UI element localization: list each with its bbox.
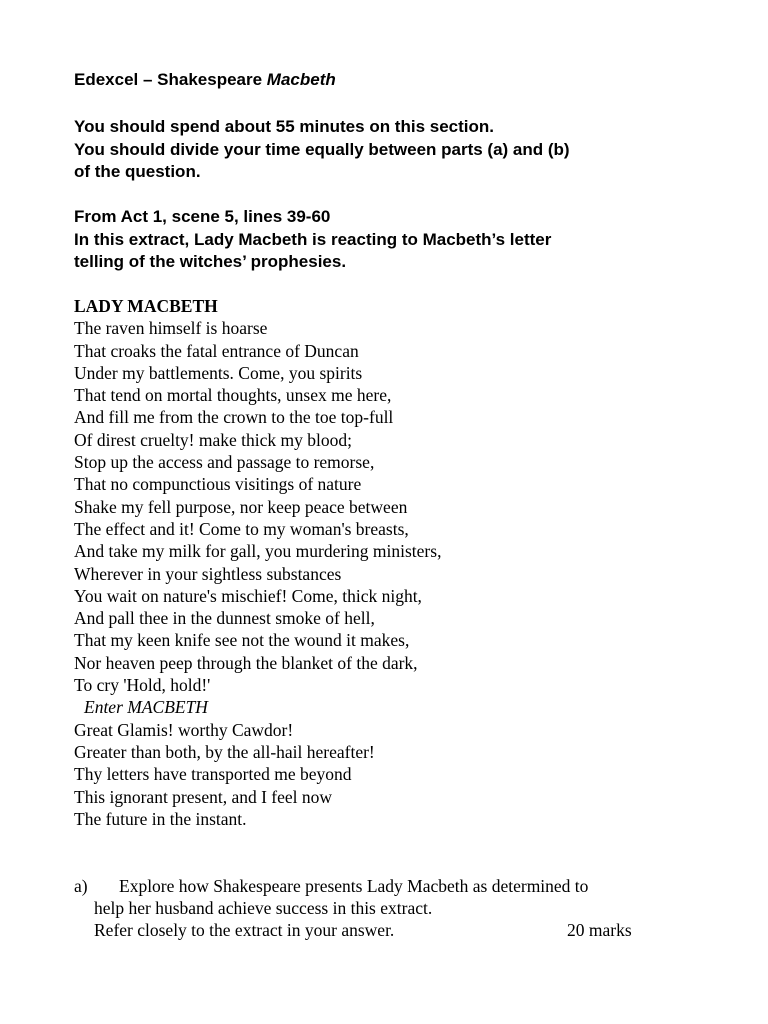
verse-line: Thy letters have transported me beyond — [74, 764, 352, 785]
verse-line: The raven himself is hoarse — [74, 318, 268, 339]
question-text-line: Refer closely to the extract in your answer. — [94, 920, 395, 940]
speaker-name: LADY MACBETH — [74, 296, 218, 316]
extract-context-line: In this extract, Lady Macbeth is reacting to Macbeth’s letter — [74, 229, 552, 249]
instruction-line: You should spend about 55 minutes on this section. — [74, 117, 494, 136]
stage-direction: Enter MACBETH — [84, 697, 208, 718]
verse-line: Wherever in your sightless substances — [74, 563, 342, 584]
verse-line: Great Glamis! worthy Cawdor! — [74, 719, 294, 740]
verse-line: That my keen knife see not the wound it makes, — [74, 630, 410, 651]
verse-line: And pall thee in the dunnest smoke of hell, — [74, 608, 375, 629]
verse-line: The effect and it! Come to my woman's breasts, — [74, 518, 409, 539]
verse-line: That tend on mortal thoughts, unsex me here, — [74, 385, 392, 406]
document-title — [74, 69, 714, 92]
verse-line: Under my battlements. Come, you spirits — [74, 362, 363, 383]
instruction-line: You should divide your time equally between parts (a) and (b) — [74, 139, 570, 159]
instructions — [74, 116, 714, 184]
verse-line: This ignorant present, and I feel now — [74, 786, 333, 807]
question-label: a) — [74, 876, 88, 896]
question-text-line: help her husband achieve success in this extract. — [94, 898, 433, 918]
verse-line: You wait on nature's mischief! Come, thick night, — [74, 585, 422, 606]
instruction-line: of the question. — [74, 162, 201, 181]
extract-info — [74, 206, 714, 274]
title-prefix: Edexcel – Shakespeare — [74, 70, 267, 89]
verse-line: To cry 'Hold, hold!' — [74, 675, 211, 696]
verse-line: And take my milk for gall, you murdering ministers, — [74, 541, 442, 562]
verse-line: Of direst cruelty! make thick my blood; — [74, 429, 352, 450]
play-title: Macbeth — [266, 70, 336, 89]
verse-line: Greater than both, by the all-hail hereafter! — [74, 741, 375, 762]
extract-context-line: telling of the witches’ prophesies. — [74, 252, 347, 271]
verse-line: That croaks the fatal entrance of Duncan — [74, 340, 359, 361]
verse-line: Nor heaven peep through the blanket of the dark, — [74, 652, 418, 673]
play-extract — [74, 295, 714, 830]
question-marks: 20 marks — [567, 920, 632, 940]
verse-line: And fill me from the crown to the toe top-full — [74, 407, 394, 428]
verse-line: Stop up the access and passage to remorse, — [74, 452, 375, 473]
question-text-line: Explore how Shakespeare presents Lady Macbeth as determined to — [119, 876, 589, 896]
verse-line: Shake my fell purpose, nor keep peace between — [74, 496, 408, 517]
verse-line: The future in the instant. — [74, 808, 247, 829]
extract-reference: From Act 1, scene 5, lines 39-60 — [74, 207, 331, 226]
verse-line: That no compunctious visitings of nature — [74, 474, 362, 495]
